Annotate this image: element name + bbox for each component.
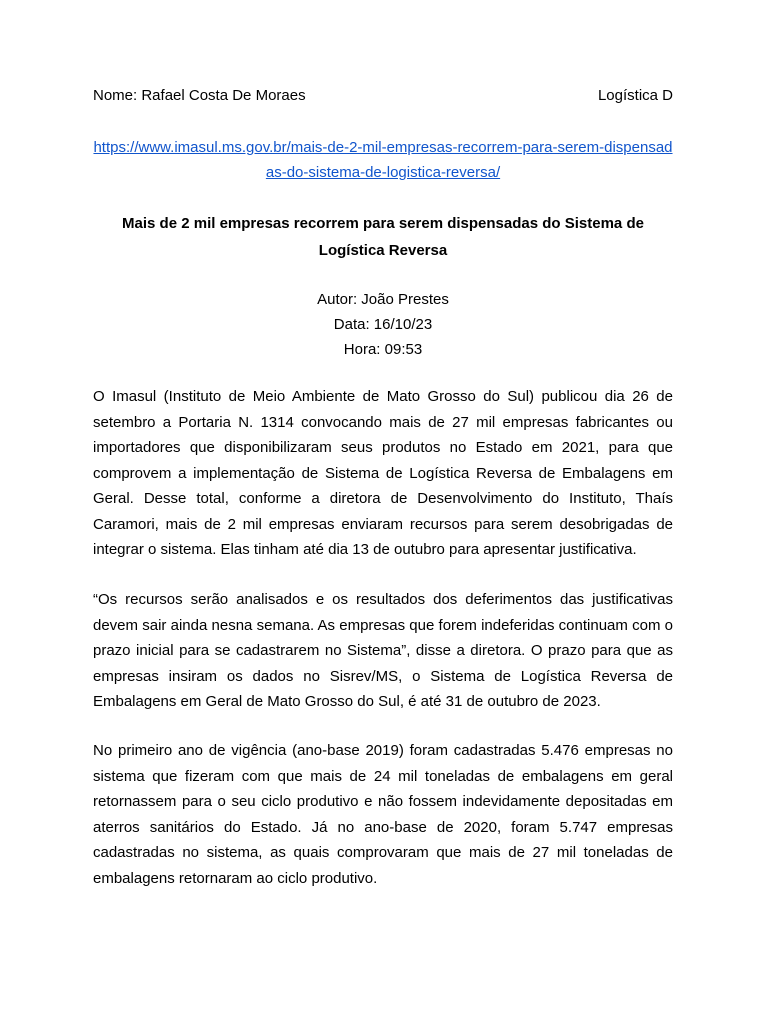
article-meta — [93, 287, 673, 362]
article-paragraph-3: No primeiro ano de vigência (ano-base 2019) foram cadastradas 5.476 empresas no sistema que fizeram com que mais de 24 mil toneladas de embalagens em geral retornassem para o seu ciclo produtivo e não fossem indevidamente depositadas em aterros sanitários do Estado. Já no ano-base de 2020, foram 5.747 empresas cadastradas no sistema, as quais comprovaram que mais de 27 mil toneladas de embalagens retornaram ao ciclo produtivo. — [93, 742, 673, 887]
student-name: Nome: Rafael Costa De Moraes — [93, 87, 306, 104]
source-link[interactable]: https://www.imasul.ms.gov.br/mais-de-2-mil-empresas-recorrem-para-serem-dispensadas-do-sistema-de-logistica-reversa/ — [93, 139, 673, 181]
article-date: Data: 16/10/23 — [333, 316, 433, 333]
class-label: Logística D — [597, 87, 673, 104]
article-title: Mais de 2 mil empresas recorrem para serem dispensadas do Sistema de Logística Reversa — [122, 215, 644, 259]
article-paragraph-2: “Os recursos serão analisados e os resultados dos deferimentos das justificativas devem sair ainda nesna semana. As empresas que forem indeferidas continuam com o prazo inicial para se cadastrarem no Sistema”, disse a diretora. O prazo para que as empresas insiram os dados no Sisrev/MS, o Sistema de Logística Reversa de Embalagens em Geral de Mato Grosso do Sul, é até 31 de outubro de 2023. — [93, 591, 673, 710]
article-author: Autor: João Prestes — [317, 291, 449, 308]
article-time: Hora: 09:53 — [343, 341, 423, 358]
article-paragraph-1: O Imasul (Instituto de Meio Ambiente de Mato Grosso do Sul) publicou dia 26 de setembro a Portaria N. 1314 convocando mais de 27 mil empresas fabricantes ou importadores que disponibilizaram seus produtos no Estado em 2021, para que comprovem a implementação de Sistema de Logística Reversa de Embalagens em Geral. Desse total, conforme a diretora de Desenvolvimento do Instituto, Thaís Caramori, mais de 2 mil empresas enviaram recursos para serem desobrigadas de integrar o sistema. Elas tinham até dia 13 de outubro para apresentar justificativa. — [93, 388, 673, 558]
document-header — [93, 86, 673, 106]
source-link-block — [93, 135, 673, 185]
